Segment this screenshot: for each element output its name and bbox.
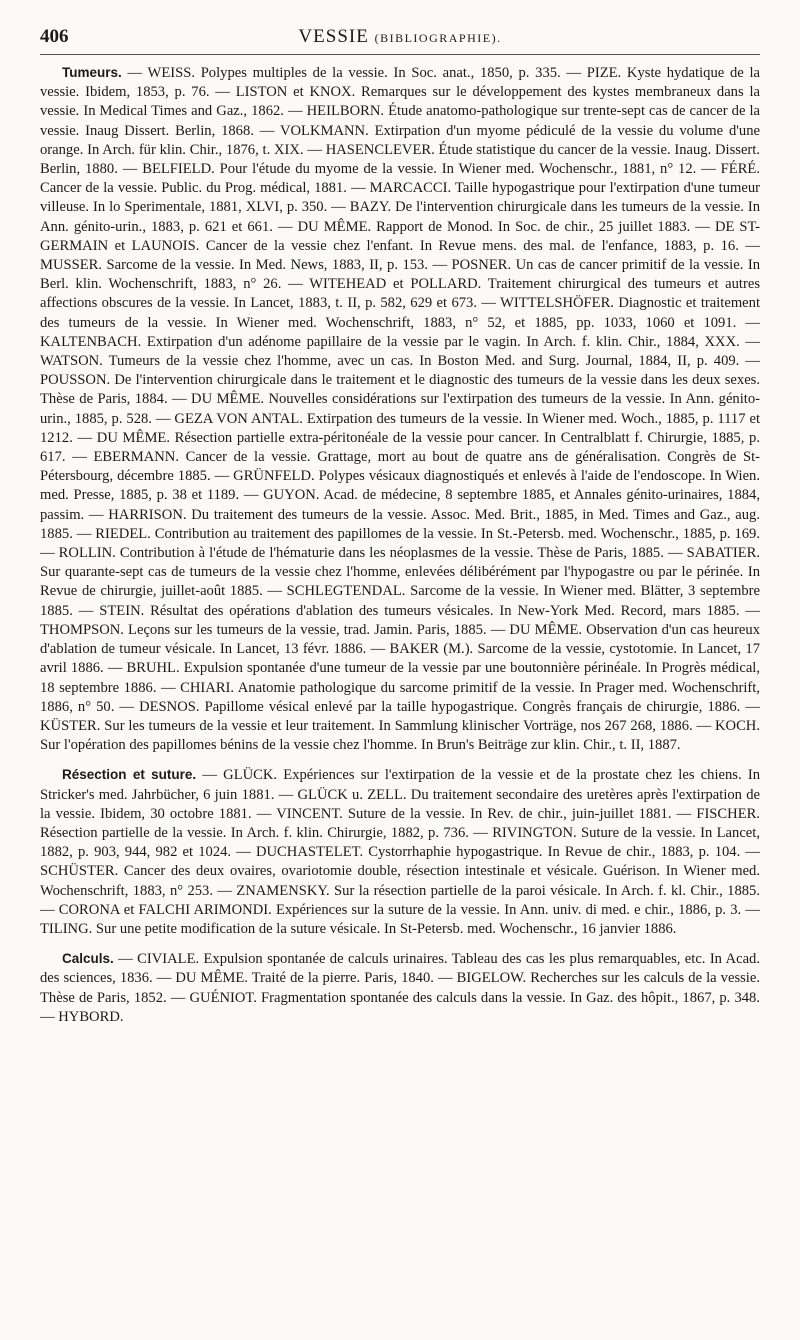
- section-resection: [40, 765, 760, 939]
- section-tumeurs: [40, 63, 760, 755]
- section-body: — GLÜCK. Expériences sur l'extirpation de la vessie et de la prostate chez les chiens. In Stricker's med. Jahrbücher, 6 juin 1881. — GLÜCK u. ZELL. Du traitement secondaire des uretères après l'extirpation de la vessie. Ibidem, 30 octobre 1881. — VINCENT. Suture de la vessie. In Rev. de chir., juin-juillet 1881. — FISCHER. Résection partielle de la vessie. In Arch. f. klin. Chirurgie, 1882, p. 736. — RIVINGTON. Suture de la vessie. In Lancet, 1882, p. 903, 944, 982 et 1024. — DUCHASTELET. Cystorrhaphie hypogastrique. In Revue de chir., 1883, p. 104. — SCHÜSTER. Cancer des deux ovaires, ovariotomie double, résection intestinale et vésicale. Guérison. In Wiener med. Wochenschrift, 1883, n° 253. — ZNAMENSKY. Sur la résection partielle de la paroi vésicale. In Arch. f. kl. Chir., 1885. — CORONA et FALCHI ARIMONDI. Expériences sur la suture de la vessie. In Ann. univ. di med. e chir., 1886, p. 3. — TILING. Sur une petite modification de la suture vésicale. In St-Petersb. med. Wochenschr., 16 janvier 1886.: [40, 767, 760, 937]
- page-header: [40, 22, 760, 55]
- section-calculs: [40, 949, 760, 1027]
- running-head-title: VESSIE: [298, 26, 369, 47]
- section-heading: Tumeurs.: [62, 65, 122, 80]
- section-heading: Résection et suture.: [62, 767, 197, 783]
- page-number: 406: [40, 26, 69, 47]
- section-body: — CIVIALE. Expulsion spontanée de calculs urinaires. Tableau des cas les plus remarquables, etc. In Acad. des sciences, 1836. — DU MÊME. Traité de la pierre. Paris, 1840. — BIGELOW. Recherches sur les calculs de la vessie. Thèse de Paris, 1852. — GUÉNIOT. Fragmentation spontanée des calculs dans la vessie. In Gaz. des hôpit., 1867, p. 348. — HYBORD.: [40, 951, 760, 1025]
- section-body: — WEISS. Polypes multiples de la vessie. In Soc. anat., 1850, p. 335. — PIZE. Kyste hydatique de la vessie. Ibidem, 1853, p. 76. — LISTON et KNOX. Remarques sur le développement des kystes membraneux dans la vessie. In Medical Times and Gaz., 1862. — HEILBORN. Étude anatomo-pathologique sur trente-sept cas de cancer de la vessie. Inaug Dissert. Berlin, 1868. — VOLKMANN. Extirpation d'un myome pédiculé de la vessie du volume d'une orange. In Arch. für klin. Chir., 1876, t. XIX. — HASENCLEVER. Étude statistique du cancer de la vessie. Inaug. Dissert. Berlin, 1880. — BELFIELD. Pour l'étude du myome de la vessie. In Wiener med. Wochenschr., 1881, n° 12. — FÉRÉ. Cancer de la vessie. Public. du Prog. médical, 1881. — MARCACCI. Taille hypogastrique pour l'extirpation d'une tumeur villeuse. In lo Sperimentale, 1881, XLVI, p. 350. — BAZY. De l'intervention chirurgicale dans les tumeurs de la vessie. In Ann. génito-urin., 1883, p. 621 et 661. — DU MÊME. Rapport de Monod. In Soc. de chir., 25 juillet 1883. — DE ST-GERMAIN et LAUNOIS. Cancer de la vessie chez l'enfant. In Revue mens. des mal. de l'enfance, 1883, p. 16. — MUSSER. Sarcome de la vessie. In Med. News, 1883, II, p. 153. — POSNER. Un cas de cancer primitif de la vessie. In Berl. klin. Wochenschrift, 1883, n° 26. — WITEHEAD et POLLARD. Traitement chirurgical des tumeurs et autres affections obscures de la vessie. In Lancet, 1883, t. II, p. 582, 629 et 673. — WITTELSHÖFER. Diagnostic et traitement des tumeurs de la vessie. In Wiener med. Wochenschrift, 1883, n° 52, et 1885, pp. 1033, 1060 et 1091. — KALTENBACH. Extirpation d'un adénome papillaire de la vessie par le vagin. In Arch. f. klin. Chir., 1884, XXX. — WATSON. Tumeurs de la vessie chez l'homme, avec un cas. In Boston Med. and Surg. Journal, 1884, II, p. 409. — POUSSON. De l'intervention chirurgicale dans le traitement et le diagnostic des tumeurs de la vessie dans les deux sexes. Thèse de Paris, 1884. — DU MÊME. Nouvelles considérations sur l'extirpation des tumeurs de la vessie. In Ann. génito-urin., 1885, p. 528. — GEZA VON ANTAL. Extirpation des tumeurs de la vessie. In Wiener med. Woch., 1885, p. 1117 et 1212. — DU MÊME. Résection partielle extra-péritonéale de la vessie pour cancer. In Centralblatt f. Chirurgie, 1885, p. 617. — EBERMANN. Cancer de la vessie. Grattage, mort au bout de quatre ans de généralisation. Congrès de St-Pétersbourg, décembre 1885. — GRÜNFELD. Polypes vésicaux diagnostiqués et enlevés à l'aide de l'endoscope. In Wien. med. Presse, 1885, p. 38 et 1189. — GUYON. Acad. de médecine, 8 septembre 1885, et Annales génito-urinaires, 1884, passim. — HARRISON. Du traitement des tumeurs de la vessie. Assoc. Med. Brit., 1885, in Med. Times and Gaz., aug. 1885. — RIEDEL. Contribution au traitement des papillomes de la vessie. In St.-Petersb. med. Wochenschr., 1885, p. 169. — ROLLIN. Contribution à l'étude de l'hématurie dans les néoplasmes de la vessie. Thèse de Paris, 1885. — SABATIER. Sur quarante-sept cas de tumeurs de la vessie chez l'homme, enlevées délibérément par l'hypogastre ou par le périnée. In Revue de chirurgie, juillet-août 1885. — SCHLEGTENDAL. Sarcome de la vessie. In Wiener med. Blätter, 3 septembre 1885. — STEIN. Résultat des opérations d'ablation des tumeurs vésicales. In New-York Med. Record, mars 1885. — THOMPSON. Leçons sur les tumeurs de la vessie, trad. Jamin. Paris, 1885. — DU MÊME. Observation d'un cas heureux d'ablation de tumeur vésicale. In Lancet, 13 févr. 1886. — BAKER (M.). Sarcome de la vessie, cystotomie. In Lancet, 17 avril 1886. — BRUHL. Expulsion spontanée d'une tumeur de la vessie par une boutonnière périnéale. In Progrès médical, 18 septembre 1886. — CHIARI. Anatomie pathologique du sarcome primitif de la vessie. In Prager med. Wochenschrift, 1886, n° 50. — DESNOS. Papillome vésical enlevé par la taille hypogastrique. Congrès français de chirurgie, 1886. — KÜSTER. Sur les tumeurs de la vessie et leur traitement. In Sammlung klinischer Vorträge, nos 267 268, 1886. — KOCH. Sur l'opération des papillomes bénins de la vessie chez l'homme. In Brun's Beiträge zur klin. Chir., t. II, 1887.: [40, 65, 760, 754]
- section-heading: Calculs.: [62, 951, 114, 967]
- running-head-subtitle: (BIBLIOGRAPHIE).: [374, 31, 502, 45]
- running-head: [40, 26, 760, 48]
